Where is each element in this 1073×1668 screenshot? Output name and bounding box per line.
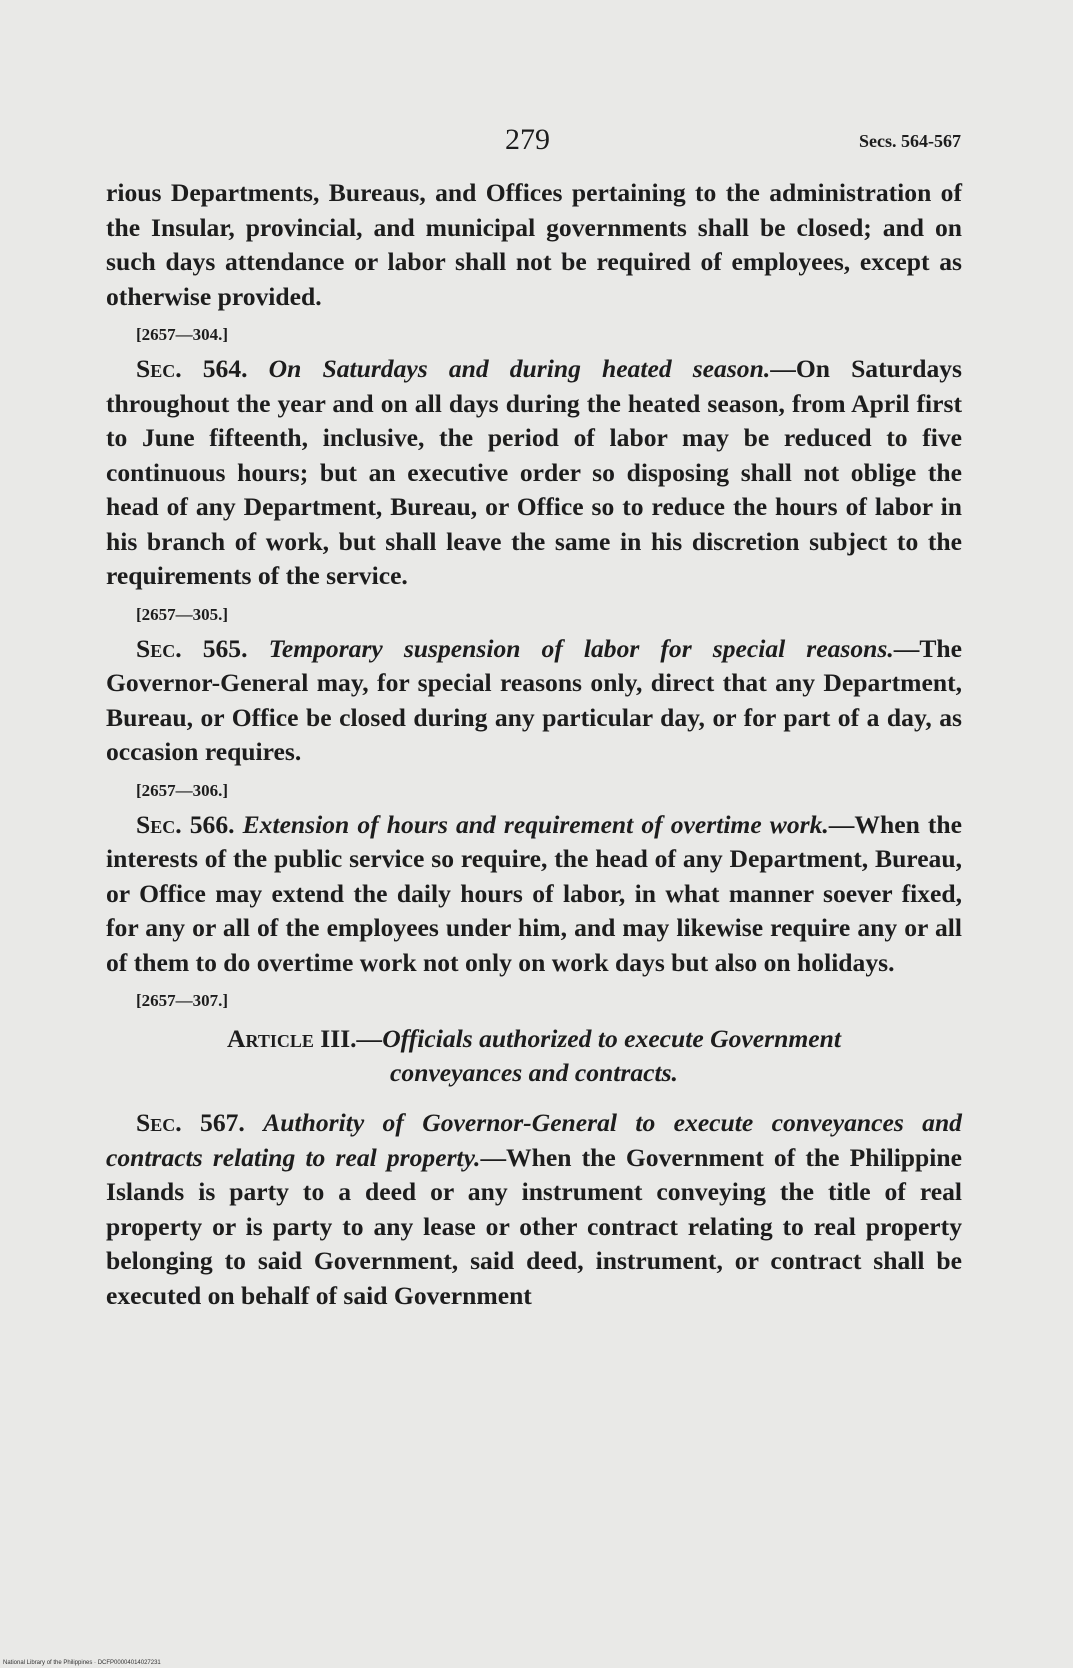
section-title: Authority of Governor-General to execute conveyances and contracts relating to real property. (106, 1108, 962, 1172)
section-number: 566. (189, 809, 235, 839)
section-564 (106, 352, 962, 594)
article-label: Article III. (227, 1024, 357, 1053)
citation-307: [2657—307.] (136, 991, 229, 1010)
section-label: Sec. (136, 1108, 182, 1137)
continued-paragraph: rious Departments, Bureaus, and Offices pertaining to the administration of the Insular, provincial, and municipal governments shall be closed; and on such days attendance or labor shall not be required of employees, except as otherwise provided. (106, 178, 962, 311)
section-label: Sec. (136, 809, 182, 839)
section-number: 567. (200, 1108, 245, 1137)
citation-305: [2657—305.] (136, 604, 229, 624)
section-range: Secs. 564-567 (859, 131, 961, 151)
section-text: —The Governor-General may, for special reasons only, direct that any Department, Bureau, or Office be closed during any particular day, or for part of a day, as occasion requires. (106, 633, 963, 766)
section-567 (106, 1106, 962, 1313)
section-number: 564. (202, 354, 248, 383)
article-title-line-1: —Officials authorized to execute Government (356, 1024, 841, 1053)
section-text: —When the interests of the public service so require, the head of any Department, Bureau, or Office may extend the daily hours of labor, in what manner soever fixed, for any or all of the employees under him, and may likewise require any or all of them to do overtime work not only on work days but also on holidays. (106, 809, 962, 977)
page-header (0, 120, 1073, 160)
page-body (106, 176, 962, 1313)
section-text: —When the Government of the Philippine Islands is party to a deed or any instrument conveying the title of real property or is party to any lease or other contract relating to real property belonging to said Government, said deed, instrument, or contract shall be executed on behalf of said Government (106, 1142, 962, 1310)
section-number: 565. (202, 633, 248, 663)
section-title: Extension of hours and requirement of overtime work. (242, 809, 829, 839)
section-title: On Saturdays and during heated season. (268, 354, 771, 383)
section-label: Sec. (136, 633, 182, 663)
section-text: —On Saturdays throughout the year and on all days during the heated season, from April first to June fifteenth, inclusive, the period of labor may be reduced to five continuous hours; but an executive order so disposing shall not oblige the head of any Department, Bureau, or Office so to reduce the hours of labor in his branch of work, but shall leave the same in his discretion subject to the requirements of the service. (106, 354, 963, 590)
article-heading (106, 1022, 962, 1090)
citation-304: [2657—304.] (136, 325, 229, 344)
page-number: 279 (505, 123, 550, 156)
section-label: Sec. (136, 354, 182, 383)
scan-footer: National Library of the Philippines · DCFP00004014027231 (3, 1660, 161, 1666)
section-title: Temporary suspension of labor for special reasons. (268, 633, 894, 663)
article-title-line-2: conveyances and contracts. (390, 1058, 678, 1087)
citation-306: [2657—306.] (136, 780, 229, 800)
section-566 (106, 808, 962, 981)
section-565 (106, 632, 962, 770)
